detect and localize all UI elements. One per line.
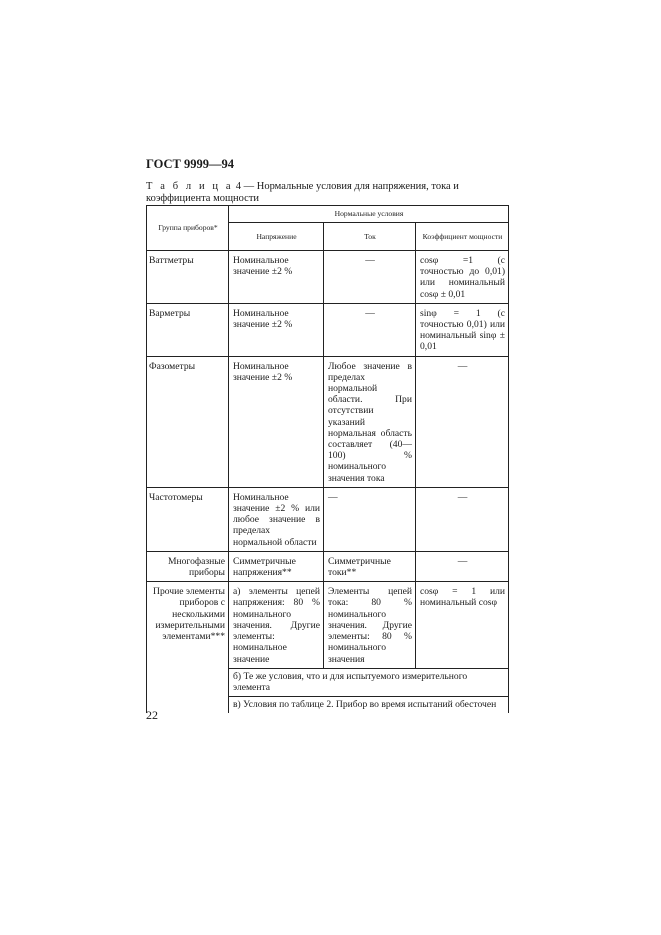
- current-cell: Любое значение в пределах нормальной области. При отсутствии указаний нормальная область составляет (40—100) % номинального значения тока: [324, 356, 416, 487]
- voltage-cell: Номинальное значение ±2 %: [229, 251, 324, 304]
- group-cell: Прочие элементы приборов с несколькими измерительными элементами***: [147, 582, 229, 714]
- current-cell: —: [324, 251, 416, 304]
- coef-cell: —: [416, 487, 509, 551]
- current-cell: Симметричные токи**: [324, 551, 416, 581]
- table-row: [147, 251, 509, 304]
- voltage-cell: Номинальное значение ±2 %: [229, 356, 324, 487]
- note-c-cell: в) Условия по таблице 2. Прибор во время испытаний обесточен: [229, 697, 509, 714]
- coef-cell: cosφ = 1 или номинальный cosφ: [416, 582, 509, 668]
- current-cell: —: [324, 303, 416, 356]
- group-cell: Ваттметры: [147, 251, 229, 304]
- page-number: 22: [146, 708, 158, 722]
- table-row: [147, 582, 509, 668]
- group-cell: Частотомеры: [147, 487, 229, 551]
- current-column-header: Ток: [324, 223, 416, 251]
- standard-header: ГОСТ 9999—94: [146, 157, 235, 171]
- current-cell: Элементы цепей тока: 80 % номинального значения. Другие элементы: 80 % номинального значения: [324, 582, 416, 668]
- voltage-cell: Симметричные напряжения**: [229, 551, 324, 581]
- table-title: [146, 181, 518, 205]
- table-label: Т а б л и ц а: [146, 181, 234, 192]
- note-b-cell: б) Те же условия, что и для испытуемого измерительного элемента: [229, 668, 509, 696]
- table-row: [147, 487, 509, 551]
- group-cell: Фазометры: [147, 356, 229, 487]
- coef-column-header: Коэффициент мощности: [416, 223, 509, 251]
- voltage-cell: Номинальное значение ±2 % или любое значение в пределах нормальной области: [229, 487, 324, 551]
- table-row: [147, 303, 509, 356]
- coef-cell: sinφ = 1 (с точностью 0,01) или номинальный sinφ ± 0,01: [416, 303, 509, 356]
- voltage-cell: Номинальное значение ±2 %: [229, 303, 324, 356]
- table-row: [147, 356, 509, 487]
- group-column-header: Группа приборов*: [147, 206, 229, 251]
- current-cell: —: [324, 487, 416, 551]
- coef-cell: —: [416, 551, 509, 581]
- table-title-text: 4 — Нормальные условия для напряжения, тока и коэффициента мощности: [146, 181, 459, 204]
- voltage-column-header: Напряжение: [229, 223, 324, 251]
- voltage-cell: а) элементы цепей напряжения: 80 % номинального значения. Другие элементы: номинальное значение: [229, 582, 324, 668]
- table-row: [147, 551, 509, 581]
- normal-conditions-header: Нормальные условия: [229, 206, 509, 223]
- coef-cell: —: [416, 356, 509, 487]
- normal-conditions-table: [146, 205, 509, 713]
- group-cell: Многофазные приборы: [147, 551, 229, 581]
- group-cell: Варметры: [147, 303, 229, 356]
- coef-cell: cosφ =1 (с точностью до 0,01) или номинальный cosφ ± 0,01: [416, 251, 509, 304]
